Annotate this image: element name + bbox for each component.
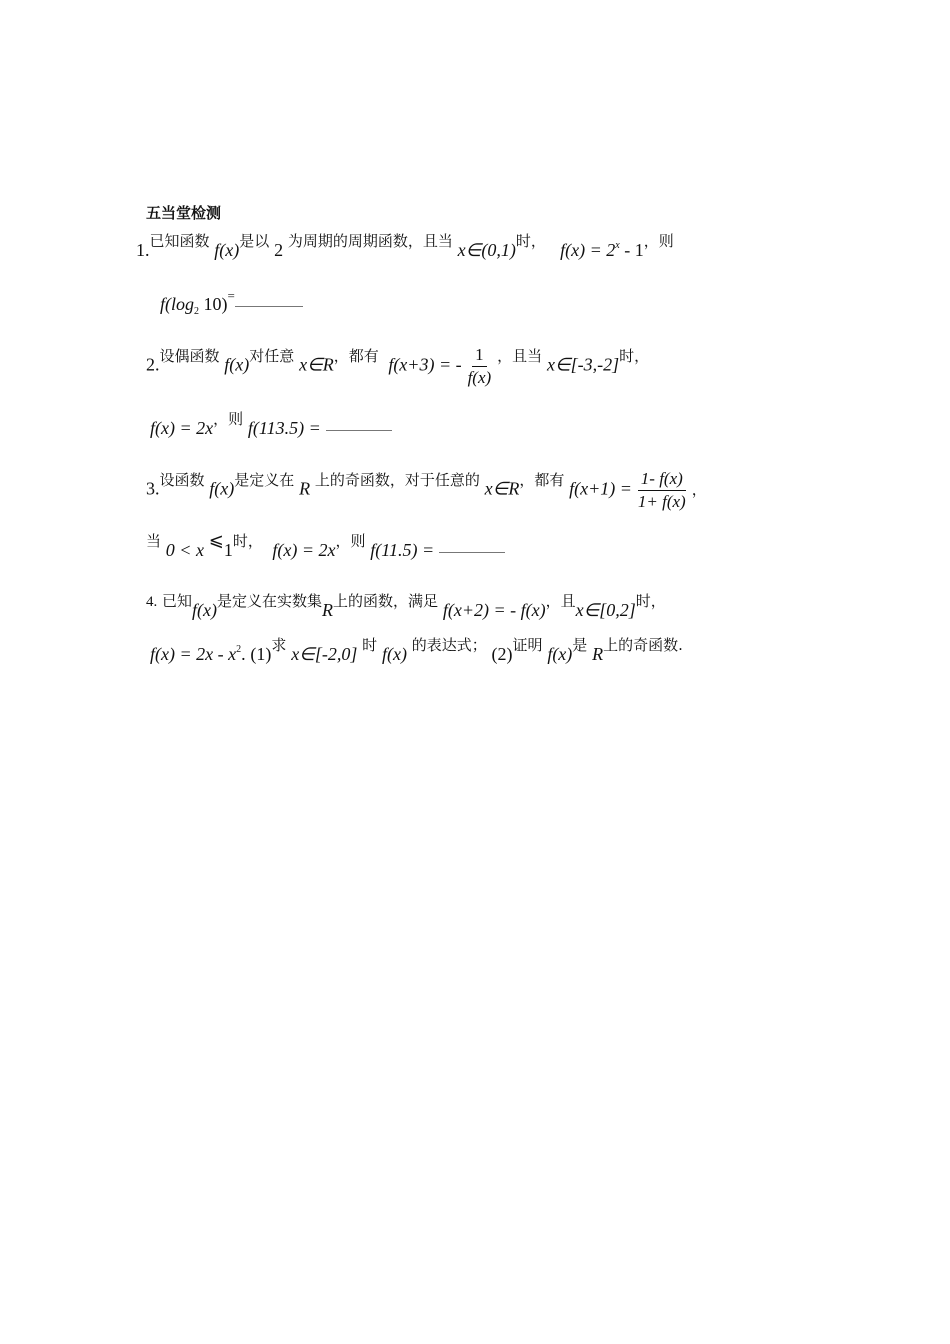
q3-range: 0 < x: [165, 540, 204, 560]
q1-ask-base: 2: [194, 306, 199, 317]
q4-text: 是: [572, 636, 588, 654]
q2-text: ，则: [213, 410, 244, 428]
q3-function: f(x): [209, 478, 235, 499]
q4-relation: f(x+2) = - f(x): [442, 600, 546, 620]
question-2-line-2: [150, 410, 392, 439]
q1-function: f(x): [214, 240, 240, 260]
q2-condition: x∈R: [299, 354, 334, 375]
q3-lhs: f(x+1) =: [569, 478, 632, 499]
q3-leq: ⩽: [208, 530, 224, 550]
q3-text: 上的奇函数，对于任意的: [314, 470, 480, 489]
q4-interval: x∈[0,2]: [575, 600, 636, 620]
fraction-numerator: 1: [472, 346, 487, 367]
q4-text: 证明: [512, 636, 543, 654]
q4-text: 时，: [635, 592, 666, 610]
q4-part-1: (1): [250, 644, 272, 664]
q1-ask-tail: 10): [199, 294, 228, 314]
q1-text: 是以: [239, 232, 270, 250]
question-number: 1.: [136, 240, 150, 260]
q3-text: ，: [691, 480, 707, 499]
q4-text: 是定义在实数集: [217, 592, 323, 610]
q4-domain: R: [592, 644, 604, 664]
question-number: 2.: [146, 354, 160, 375]
q1-expression: f(x) = 2: [560, 240, 616, 260]
q4-domain: R: [322, 600, 334, 620]
q3-range-end: 1: [223, 540, 233, 560]
q1-condition: x∈(0,1): [457, 240, 516, 260]
q3-text: 时，: [232, 532, 263, 550]
q4-text: 求: [271, 636, 287, 654]
q1-expression-tail: - 1: [619, 240, 644, 260]
q4-part-2: (2): [491, 644, 513, 664]
q1-text: 已知函数: [149, 232, 210, 250]
fraction-denominator: f(x): [467, 368, 492, 387]
q3-domain: R: [299, 478, 311, 499]
question-1-line-2: [160, 288, 303, 317]
q2-text: ，且当: [497, 346, 543, 365]
q1-equals: =: [227, 288, 235, 303]
answer-blank: [326, 430, 392, 431]
question-1-line-1: [136, 232, 674, 261]
q2-fraction: [465, 346, 495, 387]
q3-text: 是定义在: [234, 470, 295, 489]
q2-ask: f(113.5) =: [247, 418, 321, 438]
q2-lhs: f(x+3) = -: [388, 354, 462, 375]
q2-text: 时，: [619, 346, 650, 365]
q4-text: ，且: [545, 592, 576, 610]
q4-function: f(x): [192, 600, 218, 620]
q4-dot: .: [241, 644, 246, 664]
q3-text: ，则: [335, 532, 366, 550]
q2-text: ，都有: [333, 346, 379, 365]
q4-function: f(x): [381, 644, 407, 664]
q2-interval: x∈[-3,-2]: [546, 354, 620, 375]
q4-exponent: 2: [236, 644, 242, 655]
q3-condition: x∈R: [484, 478, 520, 499]
q3-expression: f(x) = 2x: [272, 540, 336, 560]
q3-text: ，都有: [519, 470, 565, 489]
q2-expression: f(x) = 2x: [150, 418, 214, 438]
fraction-numerator: 1- f(x): [638, 470, 686, 491]
q4-function: f(x): [547, 644, 573, 664]
q1-text: ，则: [643, 232, 674, 250]
fraction-denominator: 1+ f(x): [637, 492, 686, 511]
q1-text: 为周期的周期函数，且当: [287, 232, 453, 250]
answer-blank: [439, 552, 505, 553]
q3-fraction: [635, 470, 689, 511]
q2-text: 设偶函数: [159, 346, 220, 365]
section-title: 五当堂检测: [146, 204, 222, 222]
q4-text: 上的奇函数.: [603, 636, 683, 654]
q3-text: 当: [146, 532, 162, 550]
question-2-line-1: [146, 346, 649, 387]
question-number: 4.: [146, 594, 158, 610]
q4-text: 时: [362, 636, 378, 654]
q4-expression: f(x) = 2x - x: [150, 644, 237, 664]
q4-text: 的表达式；: [411, 636, 487, 654]
question-number: 3.: [146, 478, 160, 499]
q2-text: 对任意: [249, 346, 295, 365]
q1-exponent: x: [615, 240, 620, 251]
answer-blank: [235, 306, 303, 307]
question-4-line-2: [150, 636, 683, 665]
q1-text: 时，: [515, 232, 546, 250]
q1-ask: f(log: [160, 294, 194, 314]
q3-text: 设函数: [159, 470, 205, 489]
q2-function: f(x): [224, 354, 250, 375]
q4-text: 已知: [162, 592, 193, 610]
question-3-line-1: [146, 470, 707, 511]
q4-interval-2: x∈[-2,0]: [291, 644, 358, 664]
question-4-line-1: [146, 590, 666, 620]
q1-period: 2: [274, 240, 284, 260]
q3-ask: f(11.5) =: [370, 540, 435, 560]
question-3-line-2: [146, 530, 505, 561]
q4-text: 上的函数，满足: [333, 592, 439, 610]
